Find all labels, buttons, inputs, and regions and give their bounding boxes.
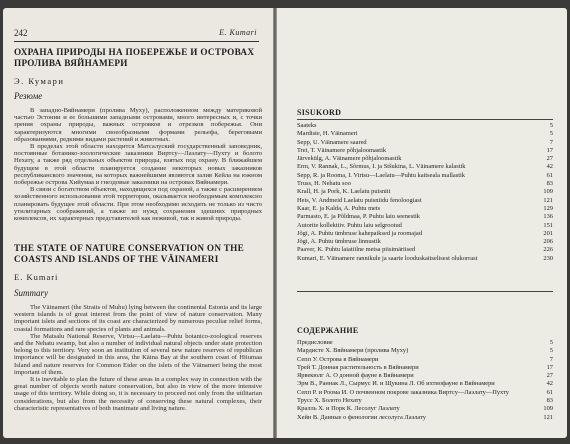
toc-entry-title: Трей Т. Донная растительность в Вяйнамери (297, 363, 419, 371)
toc-entry-page: 17 (546, 146, 553, 154)
toc-entry-page: 121 (543, 413, 553, 421)
toc-rule (297, 291, 553, 292)
toc-entry (297, 397, 553, 405)
soderzhanie-heading: СОДЕРЖАНИЕ (297, 326, 359, 335)
toc-entry-title: Järvekülg, A. Väinamere põhjaloomastik (297, 155, 402, 163)
toc-entry (297, 347, 553, 355)
toc-entry-title: Сепп У. Острова в Вяйнамери (297, 355, 379, 363)
toc-entry (297, 172, 553, 180)
toc-entry (297, 389, 553, 397)
toc-entry (297, 230, 553, 238)
running-head: E. Kumari (219, 28, 257, 37)
toc-entry-page: 151 (543, 221, 553, 229)
toc-entry-page: 17 (546, 363, 553, 371)
toc-entry (297, 139, 553, 147)
toc-entry (297, 372, 553, 380)
en-author: E. Kumari (14, 272, 59, 282)
paragraph: В пределах этой области находится Матсалуский государственный заповедник, постоянные ботанико-зоологические заказники Виртсу—Лаэлату—Пухту и болото Нехату, а также ряд отдельных объектов природы, взятых под охрану. В ближайшем будущем в этой области планируется создание некоторых новых заказников республиканского значения, на которых важнейшими являются залив Кейла на южном побережье острова Хийумаа и гнездовые заказники на островах Вяйнамери. (14, 143, 262, 187)
toc-entry-page: 7 (549, 355, 553, 363)
toc-entry-title: Heis, V. Andmeid Laelatu puisniidu fenoloogiast (297, 196, 422, 204)
toc-entry-page: 61 (546, 388, 553, 396)
ru-summary-text (14, 107, 262, 222)
toc-entry-title: Paaver, K. Puhtu laiatiilne metsa piisimäriised (297, 246, 416, 254)
toc-entry-page: 109 (543, 188, 553, 196)
paragraph: It is inevitable to plan the future of these areas in a complex way in connection with the great number of objects worth nature conservation, but also in view of the more intensive usage of this territory. While doing so, it is necessary to proceed not only from the utilitarian considerations, but also from the necessity of conserving these natural complexes, their characteristic representatives of both inanimate and living nature. (14, 376, 262, 412)
toc-entry-title: Parmasto, E. ja Põldmaa, P. Puhtu laiu seenestik (297, 213, 421, 221)
toc-entry-page: 83 (546, 397, 553, 405)
toc-entry-page: 5 (549, 122, 553, 129)
toc-entry (297, 147, 553, 155)
toc-entry (297, 380, 553, 388)
toc-entry-title: Мардисте Х. Вяйнамери (пролива Мухy) (297, 347, 409, 355)
toc-entry-title: Sepp, U. Väinamere saared (297, 138, 367, 146)
toc-entry-title: Jõgi, A. Puhtu ümbruse kahepaiksed ja roomajad (297, 229, 422, 237)
toc-entry (297, 414, 553, 422)
toc-entry-page: 5 (549, 347, 553, 355)
toc-entry (297, 246, 553, 254)
toc-entry-page: 83 (546, 180, 553, 188)
paragraph: The Väinameri (the Straits of Muhu) lying between the continental Estonia and its large western islands is of great interest from the point of view of nature conservation. Many important islets and sections of its coast are characterized by numerous peculiar relief forms, coastal formations and rare species of plants and animals. (14, 304, 262, 333)
toc-entry-title: Предисловие (297, 339, 333, 346)
toc-entry-page: 109 (543, 405, 553, 413)
toc-entry-page: 230 (543, 254, 553, 262)
toc-entry (297, 405, 553, 413)
toc-entry-page: 5 (549, 339, 553, 346)
toc-entry (297, 130, 553, 138)
toc-entry-title: Jõgi, A. Puhtu ümbruse linnustik (297, 238, 381, 246)
toc-entry-page: 136 (543, 213, 553, 221)
toc-entry (297, 222, 553, 230)
toc-entry (297, 197, 553, 205)
toc-entry-title: Autorite kollektiiv. Puhtu laiu selgrootud (297, 221, 402, 229)
toc-entry-title: Krall, H. ja Pork, K. Laelatu puisniit (297, 188, 391, 196)
toc-entry-title: Kumari, E. Väinamere rannikule ja saarte looduskaitselisest olukorrast (297, 254, 478, 262)
toc-entry-title: Эрм В., Раннак Л., Сырмус И. и Щукина Л. Об ихтиофауне в Вяйнамери (297, 380, 495, 388)
toc-entry (297, 339, 553, 347)
estonian-contents (297, 122, 553, 263)
toc-entry (297, 205, 553, 213)
paragraph: В связи с богатством объектов, находящихся под охраной, а также с расширением хозяйственного использования этой территории, оказывается необходимым комплексно планировать будущее этой области. При этом необходимо исходить не только из чисто утилитарных соображений, а также из нужд сохранения здешних природных комплексов, их характерных представителей как неживой, так и живой природы. (14, 186, 262, 223)
toc-entry-title: Mardiste, H. Väinameri (297, 130, 358, 138)
toc-rule (297, 119, 553, 120)
toc-entry (297, 255, 553, 263)
toc-entry (297, 122, 553, 130)
toc-entry-page: 226 (543, 246, 553, 254)
paragraph: The Matsalu National Reserve, Virtsu—Laelatu—Puhtu botanico-zoological reserves and the Nehatu swamp, but also a number of individual natural objects under state protection belong to this territory. Very soon an institution of several new nature reserves of republican importance will be designated in this area, the Käina Bay at the southern coast of Hiiumaa Island and nature reserves for Common Eider on the islets of the Väinameri being the most important of them. (14, 332, 262, 376)
toc-entry-title: Ярвекюлг А. О донной фауне в Вяйнамери (297, 372, 414, 380)
toc-entry-title: Truss, H. Nehatu soo (297, 180, 351, 188)
ru-article-title: ОХРАНА ПРИРОДЫ НА ПОБЕРЕЖЬЕ И ОСТРОВАХ ПРОЛИВА ВЯЙНАМЕРИ (14, 47, 255, 68)
toc-entry-page: 206 (543, 238, 553, 246)
ru-section-heading: Резюме (14, 91, 43, 101)
toc-entry-page: 27 (546, 372, 553, 380)
sisukord-heading: SISUKORD (297, 108, 342, 117)
russian-extra-pages (535, 383, 553, 416)
toc-entry (297, 364, 553, 372)
toc-entry-title: Sepp, R. ja Rooma, I. Virtsu—Laelatu—Puhtu kaitseala mallastik (297, 171, 465, 179)
en-section-heading: Summary (14, 288, 48, 298)
en-summary-text (14, 304, 262, 412)
toc-entry-page: 42 (546, 380, 553, 388)
toc-entry (297, 188, 553, 196)
toc-entry-title: Сепп Р. и Роома И. О почвенном покрове заказника Виртсу—Лаэлату—Пухту (297, 388, 509, 396)
left-page (3, 8, 273, 438)
toc-entry-title: Erm, V. Rannak, L., Sõrmus, I. ja Stšukina, L. Väinamere kalastik (297, 163, 466, 171)
en-article-title: THE STATE OF NATURE CONSERVATION ON THE COASTS AND ISLANDS OF THE VÄINAMERI (14, 243, 245, 264)
toc-entry-title: Trei, T. Väinamere põhjaloomastik (297, 146, 387, 154)
toc-entry-page: 121 (543, 196, 553, 204)
toc-entry-page: 201 (543, 229, 553, 237)
toc-entry (297, 163, 553, 171)
toc-entry-page: 27 (546, 155, 553, 163)
toc-entry (297, 356, 553, 364)
toc-entry-page: 129 (543, 204, 553, 212)
header-rule (14, 41, 259, 42)
toc-entry-title: Хейн В. Данные о фенологии лесолуга Лаэлату (297, 413, 426, 421)
toc-entry-page: 7 (549, 138, 553, 146)
toc-entry (297, 180, 553, 188)
toc-entry-title: Kaar, E. ja Kalda, A. Puhtu mets (297, 204, 381, 212)
page-number: 242 (14, 28, 28, 38)
toc-entry-title: Saateks (297, 122, 317, 129)
ru-author: Э. Кумари (14, 76, 65, 86)
toc-entry-page: 61 (546, 171, 553, 179)
toc-entry-title: Трусс Х. Болото Нехату (297, 397, 362, 405)
russian-contents (297, 339, 553, 422)
toc-entry-page: 42 (546, 163, 553, 171)
toc-entry-title: Кралль Х. и Порк К. Лесолуг Лаэлату (297, 405, 400, 413)
toc-entry (297, 213, 553, 221)
paragraph: В западно-Вяйнамери (пролива Мухy), расположенном между материковой частью Эстонии и ее большими западными островами, много интересных и, с точки зрения охраны природы, важных островков и отрезков побережья. Они характеризуются многими своеобразными формами рельефа, береговыми образованиями, редкими видами растений и животных. (14, 107, 262, 143)
toc-entry-page: 5 (549, 130, 553, 138)
right-page (277, 8, 567, 438)
toc-entry (297, 238, 553, 246)
toc-entry (297, 155, 553, 163)
